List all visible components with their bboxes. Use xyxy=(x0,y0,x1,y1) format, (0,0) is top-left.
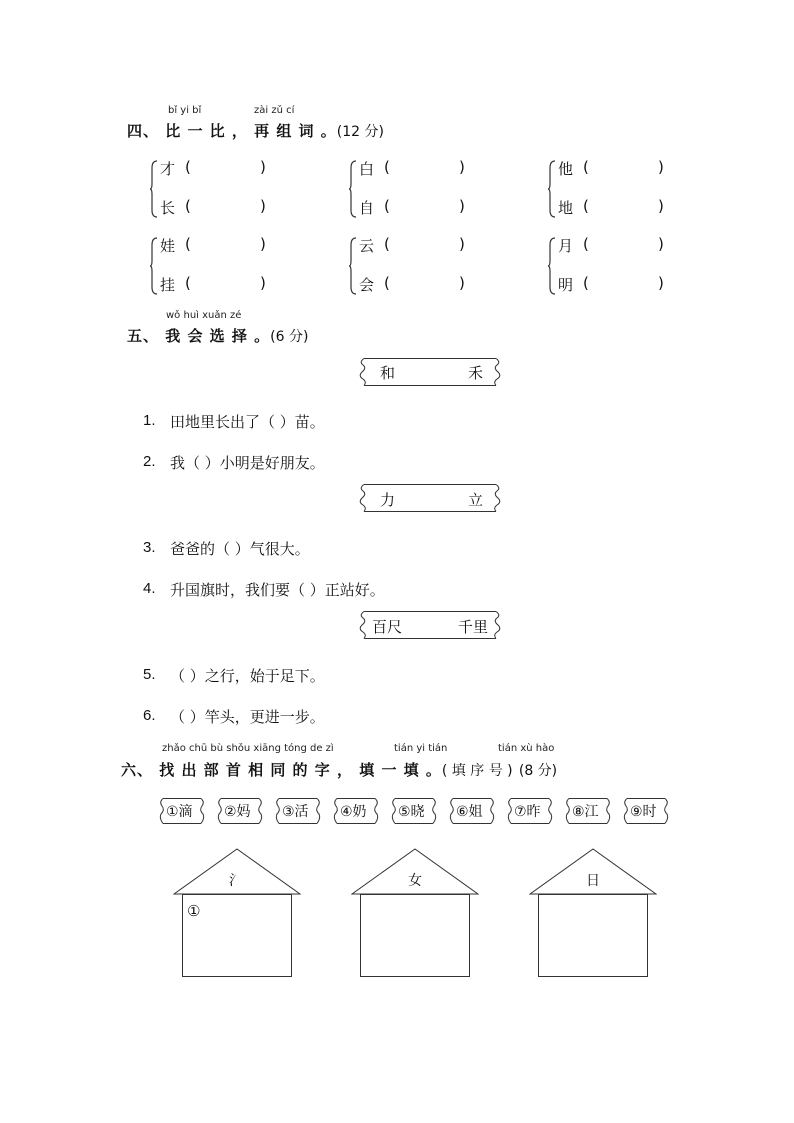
answer-paren-open[interactable]: ( xyxy=(384,158,390,176)
answer-paren-open[interactable]: ( xyxy=(185,235,191,253)
section5-pinyin: wǒ huì xuǎn zé xyxy=(166,310,242,321)
question-3-text[interactable]: 爸爸的（ ）气很大。 xyxy=(170,540,310,558)
answer-paren-close: ) xyxy=(260,158,266,176)
pair-top-char: 娃 xyxy=(160,237,176,255)
char-option-text: ②妈 xyxy=(224,804,251,820)
pair-bottom-char: 自 xyxy=(359,199,375,217)
char-option-2[interactable] xyxy=(221,798,259,824)
question-6-text[interactable]: （ ）竿头，更进一步。 xyxy=(170,708,325,726)
radical-house-2[interactable] xyxy=(351,848,479,980)
char-option-text: ⑨时 xyxy=(630,804,657,820)
answer-paren-close: ) xyxy=(658,274,664,292)
answer-paren-open[interactable]: ( xyxy=(583,235,589,253)
house-outline xyxy=(529,848,657,980)
word-choice-box-1 xyxy=(358,358,502,386)
pair-top-char: 他 xyxy=(558,160,574,178)
pair-bottom-char: 会 xyxy=(359,276,375,294)
section6-heading xyxy=(121,759,557,780)
pair-group-4 xyxy=(150,237,158,299)
answer-paren-open[interactable]: ( xyxy=(583,197,589,215)
question-number: 2. xyxy=(143,453,156,470)
answer-paren-open[interactable]: ( xyxy=(583,158,589,176)
section6-pinyin-c: tián xù hào xyxy=(498,743,555,754)
choice-word-right: 立 xyxy=(468,491,484,509)
answer-paren-close: ) xyxy=(260,235,266,253)
section5-score: (6 分) xyxy=(270,329,309,345)
pair-top-char: 云 xyxy=(359,237,375,255)
section4-title: 四、 比 一 比 ， 再 组 词 。 xyxy=(127,122,337,140)
pair-top-char: 月 xyxy=(558,237,574,255)
question-5-text[interactable]: （ ）之行，始于足下。 xyxy=(170,667,325,685)
pair-group-6 xyxy=(548,237,556,299)
pair-group-2 xyxy=(349,160,357,222)
brace-icon xyxy=(548,160,556,218)
word-choice-box-2 xyxy=(358,484,502,512)
pair-top-char: 白 xyxy=(359,160,375,178)
char-option-1[interactable] xyxy=(163,798,201,824)
section4-score: (12 分) xyxy=(336,124,384,140)
section4-pinyin-a: bǐ yi bǐ xyxy=(168,105,202,116)
pair-group-5 xyxy=(349,237,357,299)
section5-title: 五、 我 会 选 择 。 xyxy=(127,327,271,345)
char-option-5[interactable] xyxy=(395,798,433,824)
answer-paren-open[interactable]: ( xyxy=(185,274,191,292)
choice-word-right: 禾 xyxy=(468,364,484,382)
section6-score: (8 分) xyxy=(518,763,558,779)
radical-house-1[interactable] xyxy=(173,848,301,980)
answer-paren-open[interactable]: ( xyxy=(384,274,390,292)
pair-top-char: 才 xyxy=(160,160,176,178)
choice-word-right: 千里 xyxy=(458,618,489,636)
char-option-8[interactable] xyxy=(569,798,607,824)
brace-icon xyxy=(349,160,357,218)
question-number: 1. xyxy=(143,412,156,429)
question-number: 3. xyxy=(143,539,156,556)
pair-bottom-char: 地 xyxy=(558,199,574,217)
char-option-3[interactable] xyxy=(279,798,317,824)
answer-paren-open[interactable]: ( xyxy=(583,274,589,292)
question-1-text[interactable]: 田地里长出了（ ）苗。 xyxy=(170,413,325,431)
answer-paren-open[interactable]: ( xyxy=(384,197,390,215)
choice-word-left: 力 xyxy=(380,491,396,509)
answer-paren-close: ) xyxy=(658,235,664,253)
brace-icon xyxy=(150,160,158,218)
char-option-6[interactable] xyxy=(453,798,491,824)
pair-bottom-char: 长 xyxy=(160,199,176,217)
char-option-text: ⑦昨 xyxy=(514,804,541,820)
brace-icon xyxy=(349,237,357,295)
answer-paren-close: ) xyxy=(459,235,465,253)
section6-paren-note: ( 填 序 号 ) xyxy=(441,763,513,779)
answer-paren-close: ) xyxy=(260,197,266,215)
char-option-text: ③活 xyxy=(282,804,309,820)
char-option-9[interactable] xyxy=(627,798,665,824)
house-radical: 日 xyxy=(586,873,600,889)
answer-paren-close: ) xyxy=(459,197,465,215)
question-number: 5. xyxy=(143,666,156,683)
pair-bottom-char: 明 xyxy=(558,276,574,294)
brace-icon xyxy=(548,237,556,295)
answer-paren-close: ) xyxy=(658,158,664,176)
answer-paren-close: ) xyxy=(459,274,465,292)
answer-paren-open[interactable]: ( xyxy=(384,235,390,253)
answer-paren-close: ) xyxy=(260,274,266,292)
brace-icon xyxy=(150,237,158,295)
question-4-text[interactable]: 升国旗时，我们要（ ）正站好。 xyxy=(170,581,385,599)
section4-heading xyxy=(127,120,384,141)
pair-bottom-char: 挂 xyxy=(160,276,176,294)
character-options xyxy=(163,798,663,824)
house-outline xyxy=(351,848,479,980)
word-choice-box-3 xyxy=(358,611,502,639)
pair-group-3 xyxy=(548,160,556,222)
char-option-text: ⑥姐 xyxy=(456,804,483,820)
section6-pinyin-b: tián yi tián xyxy=(394,743,448,754)
radical-house-3[interactable] xyxy=(529,848,657,980)
answer-paren-open[interactable]: ( xyxy=(185,197,191,215)
answer-paren-open[interactable]: ( xyxy=(185,158,191,176)
char-option-text: ①滴 xyxy=(166,804,193,820)
section4-pinyin-b: zài zǔ cí xyxy=(254,105,295,116)
char-option-4[interactable] xyxy=(337,798,375,824)
house-radical: 氵 xyxy=(229,873,243,889)
section6-pinyin-a: zhǎo chū bù shǒu xiāng tóng de zì xyxy=(162,743,334,754)
section5-heading xyxy=(127,325,308,346)
house-radical: 女 xyxy=(408,873,422,889)
char-option-text: ⑧江 xyxy=(572,804,599,820)
choice-word-left: 和 xyxy=(380,364,396,382)
pair-group-1 xyxy=(150,160,158,222)
char-option-text: ④奶 xyxy=(340,804,367,820)
char-option-7[interactable] xyxy=(511,798,549,824)
char-option-text: ⑤晓 xyxy=(398,804,425,820)
house-answer[interactable]: ① xyxy=(187,902,201,920)
question-2-text[interactable]: 我（ ）小明是好朋友。 xyxy=(170,454,325,472)
choice-word-left: 百尺 xyxy=(372,618,403,636)
answer-paren-close: ) xyxy=(459,158,465,176)
question-number: 4. xyxy=(143,580,156,597)
section6-title: 六、 找 出 部 首 相 同 的 字 ， 填 一 填 。 xyxy=(121,761,442,779)
question-number: 6. xyxy=(143,707,156,724)
answer-paren-close: ) xyxy=(658,197,664,215)
